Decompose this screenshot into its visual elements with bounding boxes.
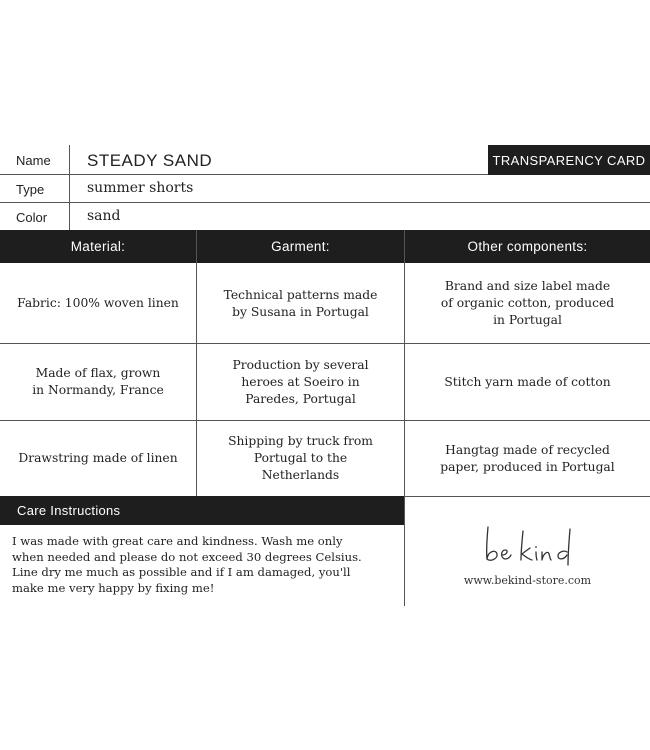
table-cell: Hangtag made of recycled paper, produced in Portugal	[440, 442, 615, 474]
color-value: sand	[87, 208, 121, 224]
table-header	[0, 230, 650, 263]
column-header-material: Material:	[70, 239, 126, 254]
logo-dot	[535, 546, 537, 548]
divider	[69, 145, 70, 230]
table-cell: Stitch yarn made of cotton	[444, 374, 611, 389]
type-value: summer shorts	[87, 180, 194, 196]
table-cell: Brand and size label made of organic cotton, produced in Portugal	[440, 279, 615, 327]
product-name: STEADY SAND	[87, 151, 213, 170]
name-label: Name	[16, 153, 51, 168]
type-label: Type	[16, 182, 45, 197]
be-kind-logo	[478, 517, 588, 573]
table-cell: Drawstring made of linen	[18, 451, 178, 465]
color-label: Color	[16, 210, 48, 225]
website-text: www.bekind-store.com	[463, 574, 592, 587]
table-cell: Technical patterns made by Susana in Portugal	[223, 287, 378, 319]
care-instructions-text: I was made with great care and kindness. Wash me only when needed and please do not exceed 30 degrees Celsius. Line dry me much as possible and if I am damaged, you'll make me very happy by fixing me!	[12, 534, 362, 595]
column-header-garment: Garment:	[271, 239, 330, 254]
transparency-card	[0, 145, 650, 606]
table-cell: Made of flax, grown in Normandy, France	[32, 366, 164, 397]
divider	[0, 202, 650, 203]
column-header-other-components: Other components:	[467, 239, 588, 254]
table-cell: Production by several heroes at Soeiro in Paredes, Portugal	[232, 357, 369, 406]
transparency-card-badge: TRANSPARENCY CARD	[488, 145, 650, 175]
table-cell: Shipping by truck from Portugal to the Netherlands	[228, 434, 373, 482]
divider	[0, 174, 488, 175]
table-cell: Fabric: 100% woven linen	[17, 296, 179, 310]
care-instructions-header: Care Instructions	[0, 496, 404, 525]
